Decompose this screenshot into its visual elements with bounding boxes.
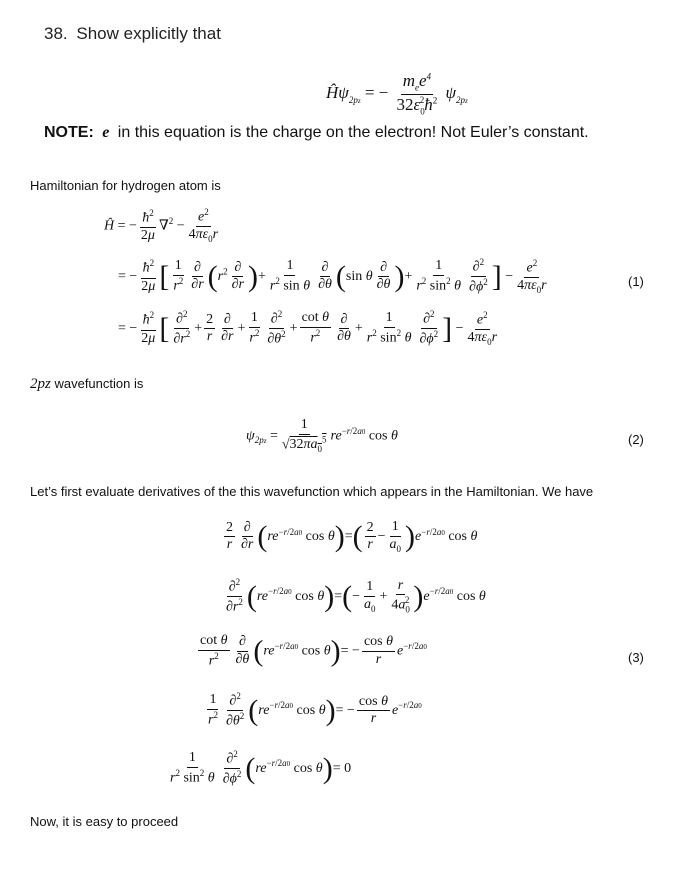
- closing-text: Now, it is easy to proceed: [30, 814, 179, 829]
- derivative-3: $\frac{\text{cot θ}}{r^2}$ $\frac{\partial}{\partial\theta}$ ($re^{-r/2a0}$ cos θ)= − $\frac{\text{cos θ}}{r}$ $e^{-r/2a0}$: [200, 633, 427, 669]
- target-equation: $Ĥ\psi_{2pz}$ = − $\frac{m_ee^4}{32\varepsilon_0^2ħ^2}$ $\psi_{2pz}$: [326, 71, 468, 117]
- problem-statement: Show explicitly that: [76, 24, 221, 43]
- hamiltonian-intro: Hamiltonian for hydrogen atom is: [30, 178, 221, 193]
- wavefunction-equation: $\psi_{2pz}$ = $\frac{1}{√32\pi a_0^5}$ $re^{-r/2a0}$ cos θ: [246, 417, 398, 455]
- wavefunction-intro-text: wavefunction is: [54, 376, 144, 391]
- note-text: in this equation is the charge on the electron! Not Euler’s constant.: [117, 124, 589, 141]
- hamiltonian-line-3: = − $\frac{ħ^2}{2\mu}$ [ $\frac{\partial^2}{\partial r^2}$ + $\frac{2}{r}$ $\frac{\partial}{\partial r}$ + $\frac{1}{r^2}$ $\frac{\partial^2}{\partial\theta^2}$ + $\frac{\text{cot θ}}{r^2}$ $\frac{\partial}{\partial\theta}$ + $\frac{1}{r^2 \sin^2 \theta}$ $\frac{\partial^2}{\partial\phi^2}$ ] − $\frac{e^2}{4\pi\varepsilon_0r}$: [118, 309, 498, 347]
- equation-number-1: (1): [628, 274, 644, 289]
- derivative-5: $\frac{1}{r^2 \sin^2 \theta}$ $\frac{\partial^2}{\partial\phi^2}$ ($re^{-r/2a0}$ cos θ)= 0: [170, 749, 352, 787]
- note-variable: e: [102, 124, 110, 141]
- problem-number: 38.: [44, 24, 68, 43]
- target-equation-text: [0, 0, 1, 1]
- equation-number-3: (3): [628, 650, 644, 665]
- hamiltonian-line-2: = − $\frac{ħ^2}{2\mu}$ [ $\frac{1}{r^2}$ $\frac{\partial}{\partial r}$ ($r^2$ $\frac{\partial}{\partial r}$ )+ $\frac{1}{r^2 \sin \theta}$ $\frac{\partial}{\partial\theta}$ (sin θ $\frac{\partial}{\partial\theta}$ )+ $\frac{1}{r^2 \sin^2 \theta}$ $\frac{\partial^2}{\partial\phi^2}$ ] − $\frac{e^2}{4\pi\varepsilon_0r}$: [118, 257, 547, 295]
- hamiltonian-line-1: Ĥ = − $\frac{ħ^2}{2\mu}$ ∇$^2$ − $\frac{e^2}{4\pi\varepsilon_0r}$: [104, 207, 219, 245]
- note-line: [44, 124, 589, 142]
- wavefunction-intro: [30, 376, 143, 393]
- orbital-label: 2pz: [30, 376, 51, 392]
- derivative-4: $\frac{1}{r^2}$ $\frac{\partial^2}{\partial\theta^2}$ ($re^{-r/2a0}$ cos θ)= − $\frac{\text{cos θ}}{r}$ $e^{-r/2a0}$: [208, 691, 422, 729]
- equation-number-2: (2): [628, 432, 644, 447]
- derivative-2: $\frac{\partial^2}{\partial r^2}$ ($re^{-r/2a0}$ cos θ)=(− $\frac{1}{a_0}$ + $\frac{r}{4a_0^2}$ )$e^{-r/2a0}$ cos θ: [226, 577, 486, 615]
- problem-header: [44, 24, 221, 44]
- note-label: NOTE:: [44, 124, 94, 141]
- derivative-1: $\frac{2}{r}$ $\frac{\partial}{\partial r}$ ($re^{-r/2a0}$ cos θ)=( $\frac{2}{r}$ − $\frac{1}{a_0}$ )$e^{-r/2a0}$ cos θ: [226, 519, 478, 554]
- derivatives-intro: Let’s first evaluate derivatives of the this wavefunction which appears in the Hamiltonian. We have: [30, 484, 594, 499]
